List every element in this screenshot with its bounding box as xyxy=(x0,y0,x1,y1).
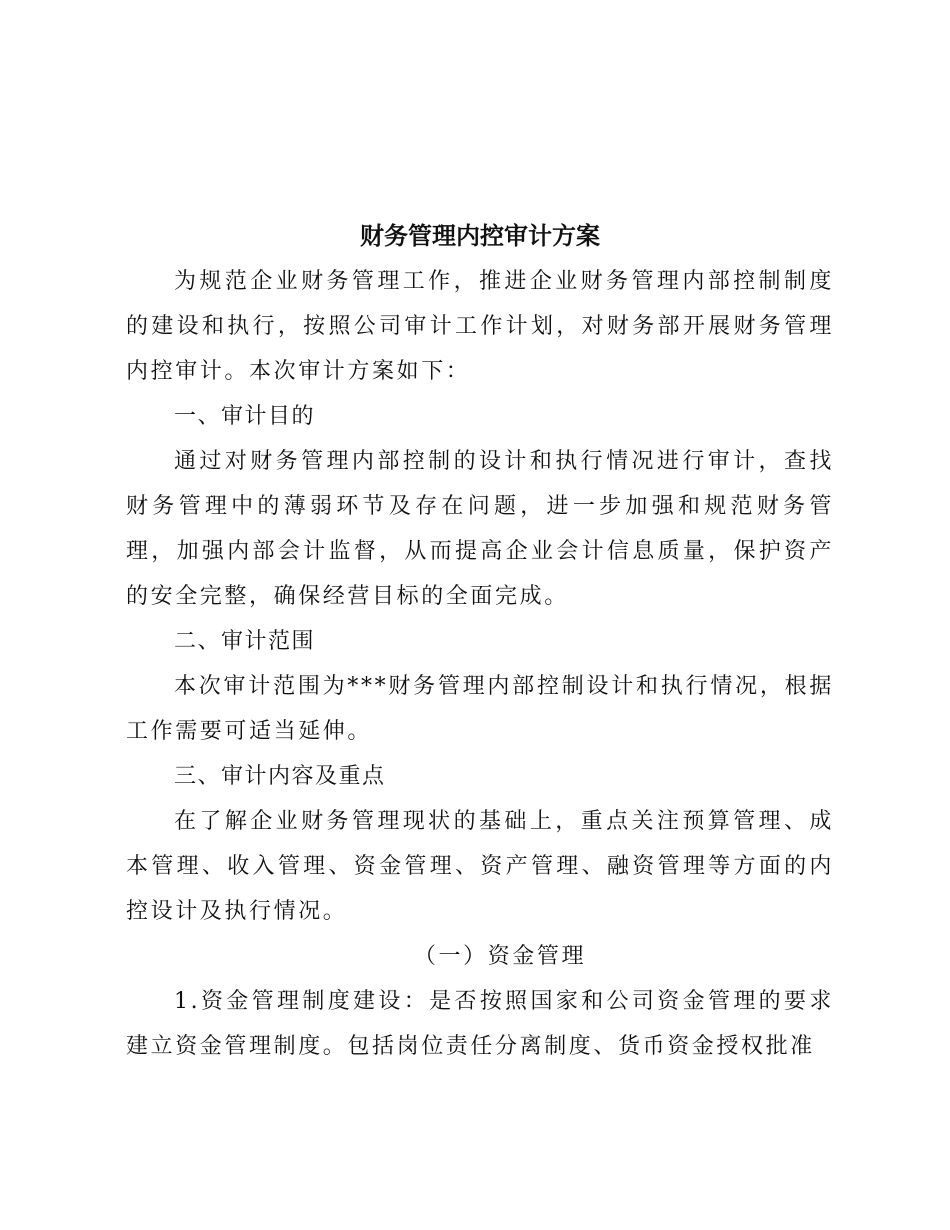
subsection-item-1: 1.资金管理制度建设：是否按照国家和公司资金管理的要求建立资金管理制度。包括岗位责任分离制度、货币资金授权批准 xyxy=(126,989,834,1059)
document-title: 财务管理内控审计方案 xyxy=(360,221,600,250)
section-body-scope: 本次审计范围为***财务管理内部控制设计和执行情况，根据工作需要可适当延伸。 xyxy=(126,674,834,744)
section-heading-scope: 二、审计范围 xyxy=(174,629,316,654)
intro-paragraph: 为规范企业财务管理工作，推进企业财务管理内部控制制度的建设和执行，按照公司审计工作计划，对财务部开展财务管理内控审计。本次审计方案如下： xyxy=(126,269,834,384)
section-heading-content: 三、审计内容及重点 xyxy=(174,764,386,789)
section-heading-purpose: 一、审计目的 xyxy=(174,404,316,429)
section-body-content: 在了解企业财务管理现状的基础上，重点关注预算管理、成本管理、收入管理、资金管理、资产管理、融资管理等方面的内控设计及执行情况。 xyxy=(126,809,834,924)
section-body-purpose: 通过对财务管理内部控制的设计和执行情况进行审计，查找财务管理中的薄弱环节及存在问题，进一步加强和规范财务管理，加强内部会计监督，从而提高企业会计信息质量，保护资产的安全完整，确保经营目标的全面完成。 xyxy=(126,449,834,609)
subsection-heading-funds: （一）资金管理 xyxy=(413,944,587,969)
document-page xyxy=(126,215,834,1069)
